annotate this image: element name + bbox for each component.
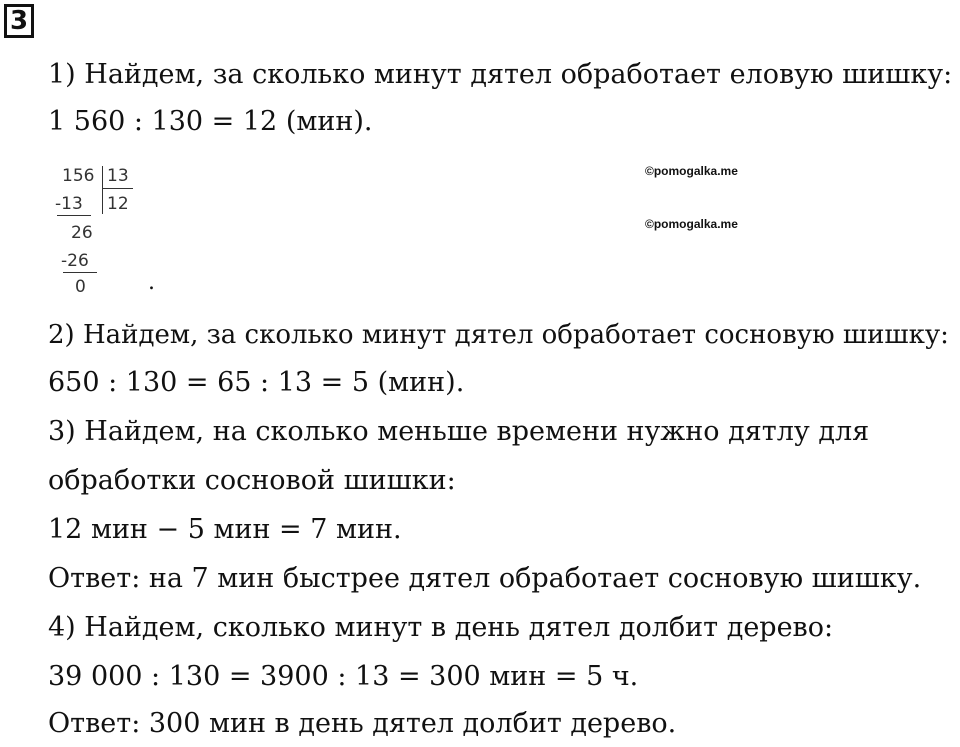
- division-subtrahend-1: -13: [55, 194, 83, 214]
- step-4-equation: 39 000 : 130 = 3900 : 13 = 300 мин = 5 ч.: [48, 661, 639, 692]
- step-3-equation: 12 мин − 5 мин = 7 мин.: [48, 514, 402, 545]
- division-underline-2: [63, 272, 97, 273]
- problem-number-badge: 3: [4, 4, 34, 38]
- division-quotient: 12: [107, 194, 129, 214]
- answer-1: Ответ: на 7 мин быстрее дятел обработает сосновую шишку.: [48, 563, 922, 594]
- answer-2: Ответ: 300 мин в день дятел долбит дерево.: [48, 708, 677, 739]
- division-dividend: 156: [62, 166, 95, 186]
- step-2-heading: 2) Найдем, за сколько минут дятел обработает сосновую шишку:: [48, 320, 949, 350]
- division-final-remainder: 0: [75, 277, 86, 297]
- division-vertical-line: [102, 166, 103, 214]
- step-1-heading: 1) Найдем, за сколько минут дятел обработает еловую шишку:: [48, 59, 953, 90]
- division-underline-1: [57, 215, 91, 216]
- long-division: [55, 164, 175, 299]
- watermark-text: ©pomogalka.me: [645, 164, 738, 178]
- division-divisor: 13: [107, 166, 129, 186]
- trailing-dot: .: [148, 270, 155, 295]
- step-4-heading: 4) Найдем, сколько минут в день дятел долбит дерево:: [48, 612, 834, 643]
- division-remainder-1: 26: [71, 223, 93, 243]
- step-1-equation: 1 560 : 130 = 12 (мин).: [48, 106, 373, 137]
- watermark-text: ©pomogalka.me: [645, 217, 738, 231]
- step-3-heading: 3) Найдем, на сколько меньше времени нужно дятлу для: [48, 416, 870, 447]
- step-3-heading-continued: обработки сосновой шишки:: [48, 465, 456, 496]
- step-2-equation: 650 : 130 = 65 : 13 = 5 (мин).: [48, 367, 465, 398]
- division-quotient-line: [103, 188, 133, 189]
- division-subtrahend-2: -26: [61, 251, 89, 271]
